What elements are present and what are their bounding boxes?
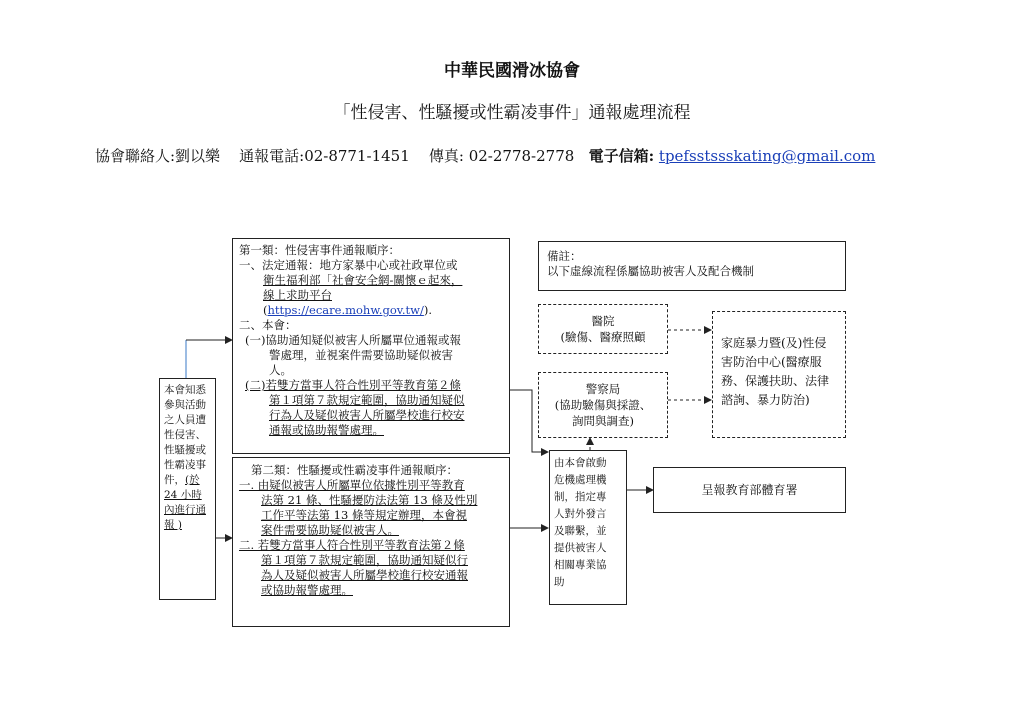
note-box (538, 241, 846, 291)
fax-label: 傳真: (428, 147, 464, 165)
left-box-note: 報 ) (164, 519, 182, 531)
crisis-line: 制，指定專 (554, 491, 607, 503)
center-line: 家庭暴力暨(及)性侵 (721, 336, 827, 350)
fax-number: 02-2778-2778 (468, 147, 575, 165)
url-close: ). (423, 303, 433, 317)
url-open: ( (263, 303, 268, 317)
email-link[interactable]: tpefsstssskating@gmail.com (658, 147, 876, 165)
left-box-line: 本會知悉 (164, 384, 206, 396)
type1-item1: 一、法定通報：地方家暴中心或社政單位或 (239, 258, 458, 272)
center-line: 害防治中心(醫療服 (721, 355, 822, 369)
police-detail: (協助驗傷與採證、 (554, 398, 652, 412)
contact-person: 協會聯絡人:劉以樂 (95, 147, 221, 165)
type1-sub1-line2: 警處理，並視案件需要協助疑似被害 (269, 348, 453, 362)
type2-item2-line2: 第１項第７款規定範圍，協助通知疑似行 (261, 553, 468, 567)
hospital-box (538, 304, 668, 354)
type1-sub2-line4: 通報或協助報警處理。 (269, 423, 384, 437)
crisis-line: 由本會啟動 (554, 457, 607, 469)
crisis-line: 相關專業協 (554, 559, 607, 571)
report-phone: 通報電話:02-8771-1451 (239, 147, 410, 165)
crisis-line: 提供被害人 (554, 542, 607, 554)
type1-sub2-line2: 第１項第７款規定範圍，協助通知疑似 (269, 393, 465, 407)
type1-sub2-line3: 行為人及疑似被害人所屬學校進行校安 (269, 408, 465, 422)
family-violence-center-box (712, 311, 846, 438)
type1-item1-line2: 衛生福利部「社會安全網-關懷ｅ起來， (263, 273, 463, 287)
flow-subtitle: 「性侵害、性騷擾或性霸凌事件」通報處理流程 (333, 103, 691, 123)
type2-item1-line4: 案件需要協助疑似被害人。 (261, 523, 399, 537)
note-text (547, 264, 837, 279)
crisis-management-box (549, 450, 627, 605)
note-title: 備註： (547, 249, 582, 263)
left-box-line: 性侵害、 (164, 429, 206, 441)
type2-item1-line2: 法第 21 條、性騷擾防法法第 13 條及性別 (261, 493, 478, 507)
crisis-line: 助 (554, 576, 565, 588)
left-box-line: 性霸凌事 (164, 459, 206, 471)
ministry-label: 呈報教育部體育署 (701, 483, 798, 497)
left-box-line: 性騷擾或 (164, 444, 206, 456)
crisis-line: 人對外發言 (554, 508, 607, 520)
type1-item1-url-line (239, 303, 503, 318)
ecare-link[interactable]: https://ecare.mohw.gov.tw/ (267, 303, 424, 317)
type2-item1-line1: 一. 由疑似被害人所屬單位依據性別平等教育 (239, 478, 465, 492)
type1-item2-heading: 二、本會： (239, 318, 297, 332)
ministry-box (653, 467, 846, 513)
left-box-note: 24 小時 (164, 489, 202, 501)
type1-sub1-line1: (一)協助通知疑似被害人所屬單位通報或報 (245, 333, 461, 347)
document-title: 中華民國滑冰協會 (444, 61, 580, 81)
hospital-detail: (驗傷、醫療照顧 (560, 330, 646, 344)
note-text-content: 以下虛線流程係屬協助被害人及配合機制 (547, 264, 754, 278)
type2-heading: 第二類：性騷擾或性霸凌事件通報順序： (251, 463, 458, 477)
left-box-line: 之人員遭 (164, 414, 206, 426)
type1-sub1-line3: 人。 (269, 363, 292, 377)
type1-heading: 第一類：性侵害事件通報順序： (239, 243, 400, 257)
left-box-pre: 件， (164, 474, 185, 486)
type1-item1-line3: 線上求助平台 (263, 288, 332, 302)
type2-box (232, 457, 510, 627)
type2-item2-line3: 為人及疑似被害人所屬學校進行校安通報 (261, 568, 468, 582)
email-label: 電子信箱: (588, 147, 655, 165)
center-line: 務、保護扶助、法律 (721, 374, 830, 388)
left-box-line (164, 473, 211, 488)
left-box-note: 內進行通 (164, 504, 206, 516)
type2-item2-line1: 二. 若雙方當事人符合性別平等教育法第２條 (239, 538, 465, 552)
type1-sub2-line1: (二)若雙方當事人符合性別平等教育第２條 (245, 378, 461, 392)
type2-item1-line3: 工作平等法第 13 條等規定辦理，本會視 (261, 508, 467, 522)
left-box-line: 參與活動 (164, 399, 206, 411)
type2-item2-line4: 或協助報警處理。 (261, 583, 353, 597)
hospital-name: 醫院 (591, 314, 615, 328)
police-box (538, 372, 668, 438)
police-detail: 詢問與調查) (572, 414, 634, 428)
left-report-box (159, 378, 216, 600)
crisis-line: 危機處理機 (554, 474, 607, 486)
center-line: 諮詢、暴力防治) (721, 393, 810, 407)
crisis-line: 及聯繫，並 (554, 525, 607, 537)
type1-box (232, 238, 510, 454)
police-name: 警察局 (585, 382, 621, 396)
left-box-note: (於 (185, 474, 200, 486)
